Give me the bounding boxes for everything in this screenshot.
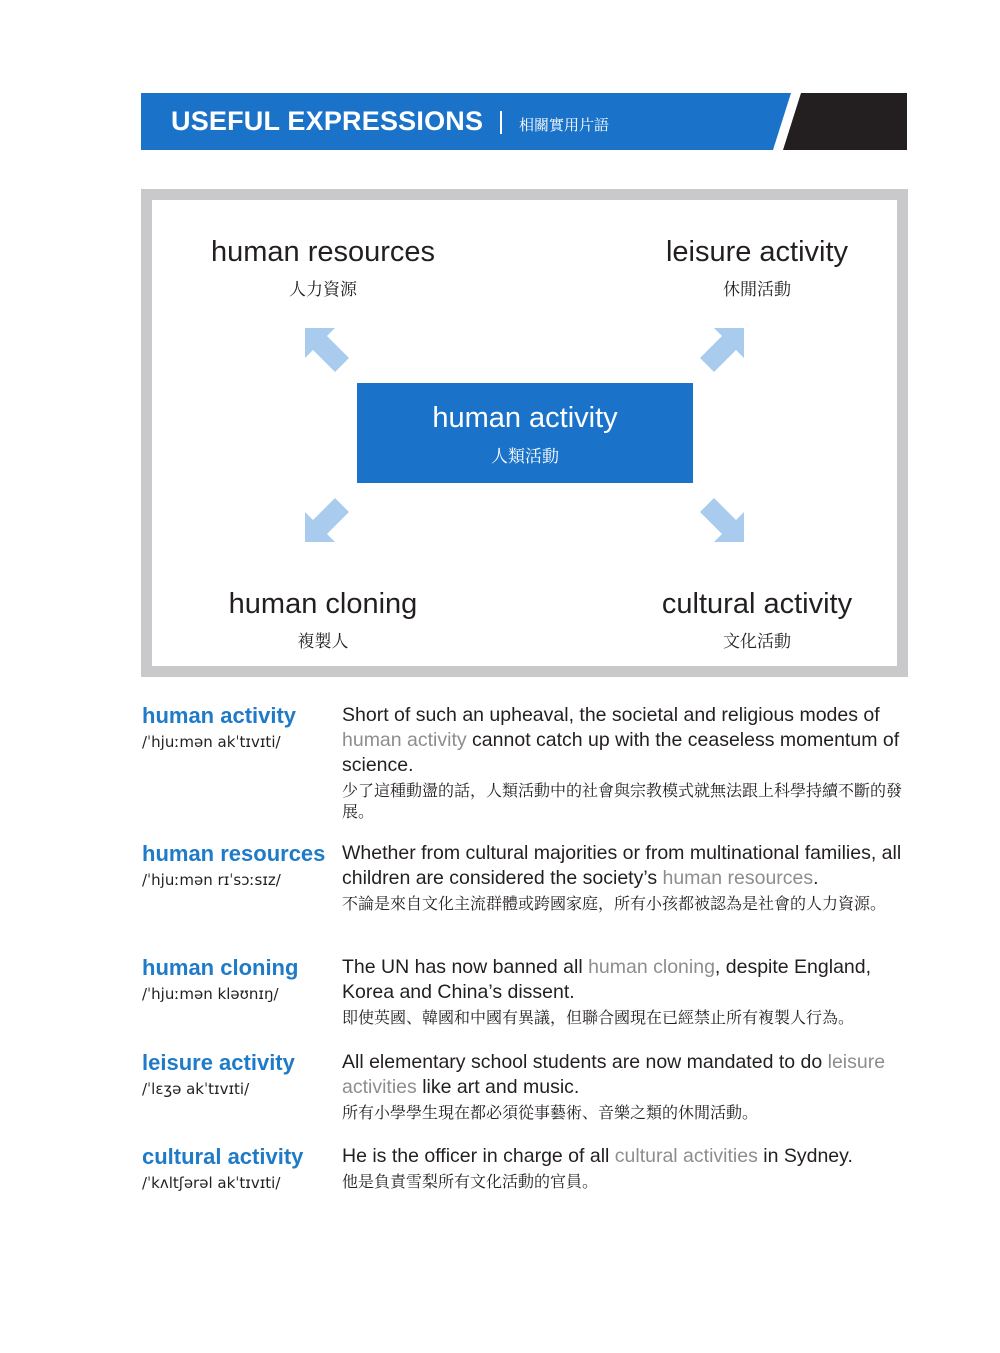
node-translation: 複製人 [297, 632, 349, 651]
node-translation: 文化活動 [723, 632, 791, 651]
section-title: USEFUL EXPRESSIONS [171, 106, 484, 136]
center-node [357, 383, 693, 483]
sentence-text: All elementary school students are now mandated to do [342, 1051, 828, 1073]
entry-term: leisure activity [142, 1050, 295, 1075]
node-term: human cloning [228, 588, 418, 620]
entry-term: human activity [142, 703, 297, 728]
example-sentence [342, 1050, 912, 1100]
node-top-right [642, 236, 872, 300]
highlighted-phrase: human activity [342, 729, 467, 751]
sentence-text: Short of such an upheaval, the societal and religious modes of [342, 704, 880, 726]
node-bottom-left [198, 588, 448, 652]
title-divider [500, 111, 502, 134]
entry-pronunciation: /ˈhjuːmən kləʊnɪŋ/ [142, 985, 279, 1003]
node-term: leisure activity [665, 236, 849, 268]
node-top-left [198, 236, 448, 300]
sentence-text: like art and music. [416, 1076, 580, 1098]
highlighted-phrase: leisure activities [342, 1051, 886, 1098]
entry-example [342, 841, 912, 915]
highlighted-phrase: human cloning [588, 956, 715, 978]
expression-diagram [141, 189, 908, 677]
example-translation: 少了這種動盪的話，人類活動中的社會與宗教模式就無法跟上科學持續不斷的發展。 [342, 783, 903, 821]
entry-term: human cloning [142, 955, 299, 980]
example-translation: 不論是來自文化主流群體或跨國家庭，所有小孩都被認為是社會的人力資源。 [342, 896, 887, 913]
sentence-text: in Sydney. [757, 1145, 853, 1167]
highlighted-phrase: human resources [662, 867, 814, 889]
sentence-text: The UN has now banned all [342, 956, 589, 978]
highlighted-phrase: cultural activities [614, 1145, 758, 1167]
node-term: cultural activity [661, 588, 853, 620]
node-translation: 休閒活動 [723, 280, 791, 299]
example-translation: 即使英國、韓國和中國有異議，但聯合國現在已經禁止所有複製人行為。 [342, 1010, 855, 1027]
arrow-up-right-icon [698, 326, 746, 374]
section-banner [141, 93, 907, 150]
sentence-text: Whether from cultural majorities or from multinational families, all children are considered the society’s [342, 842, 902, 889]
entry-example [342, 1144, 912, 1193]
example-translation: 他是負責雪梨所有文化活動的官員。 [342, 1174, 599, 1191]
example-sentence [342, 703, 912, 778]
sentence-text: cannot catch up with the ceaseless momentum of science. [342, 729, 900, 776]
entry-pronunciation: /ˈhjuːmən akˈtɪvɪti/ [142, 733, 281, 751]
node-bottom-right [632, 588, 882, 652]
entry-term: human resources [142, 841, 326, 866]
entry-example [342, 955, 912, 1029]
entry-term: cultural activity [142, 1144, 304, 1169]
entry-pronunciation: /ˈkʌltʃərəl akˈtɪvɪti/ [142, 1174, 281, 1192]
sentence-text: . [813, 867, 819, 889]
entry-pronunciation: /ˈlɛʒə akˈtɪvɪti/ [142, 1080, 250, 1098]
arrow-down-left-icon [303, 496, 351, 544]
node-translation: 人力資源 [289, 280, 357, 299]
section-subtitle: 相關實用片語 [519, 117, 610, 134]
example-sentence [342, 955, 912, 1005]
sentence-text: He is the officer in charge of all [342, 1145, 615, 1167]
sentence-text: , despite England, Korea and China’s dissent. [342, 956, 872, 1003]
node-term: human resources [210, 236, 436, 268]
entry-pronunciation: /ˈhjuːmən rɪˈsɔːsɪz/ [142, 871, 281, 889]
arrow-up-left-icon [303, 326, 351, 374]
center-term: human activity [432, 402, 618, 434]
example-sentence [342, 841, 912, 891]
banner-dark-tab [783, 93, 907, 150]
example-translation: 所有小學學生現在都必須從事藝術、音樂之類的休閒活動。 [342, 1105, 759, 1122]
example-sentence [342, 1144, 912, 1169]
arrow-down-right-icon [698, 496, 746, 544]
entry-example [342, 703, 912, 823]
entry-example [342, 1050, 912, 1124]
center-translation: 人類活動 [491, 447, 559, 466]
